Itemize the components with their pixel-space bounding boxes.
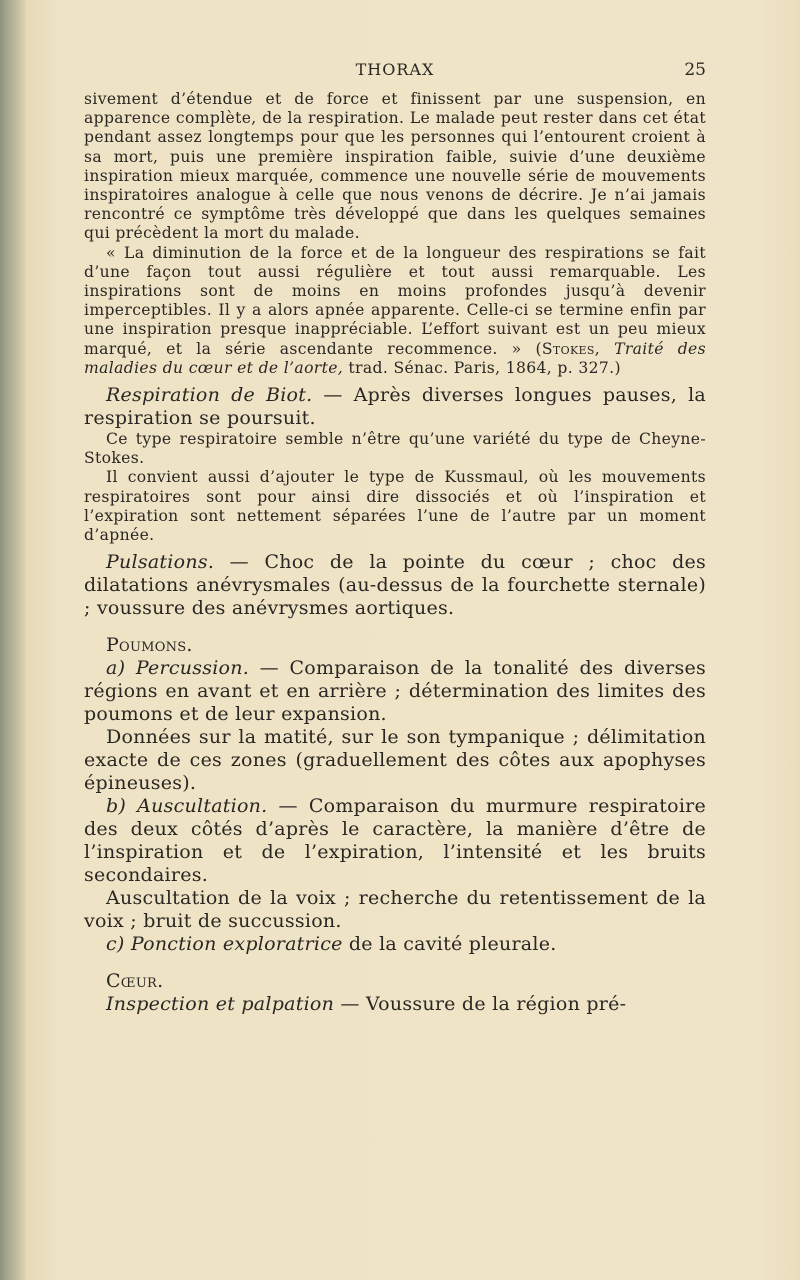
auscultation-label: b) xyxy=(106,795,127,818)
section-heading-coeur: Cœur. xyxy=(106,970,164,993)
pulsations-heading: Pulsations. xyxy=(106,551,215,574)
book-spine-shadow xyxy=(0,0,26,1280)
paragraph-percussion xyxy=(84,657,706,726)
paragraph-auscultation xyxy=(84,795,706,887)
quote-text: « La diminution de la force et de la longueur des respirations se fait d’une façon tout aussi régulière et tout aussi remarquable. Les inspirations sont de moins en moins profondes jusqu’à devenir imperceptibles. Il y a alors apnée apparente. Celle-ci se termine enfin par une inspiration presque inappréciable. L’effort suivant est un peu mieux marqué, et la série ascendante recommence. » ( xyxy=(84,243,706,358)
ponction-heading: Ponction exploratrice xyxy=(130,933,343,956)
citation-title: Traité des maladies du cœur et de l’aorte, xyxy=(84,339,706,377)
ponction-label: c) xyxy=(106,933,125,956)
page-header xyxy=(84,60,706,88)
inspection-text: — Voussure de la région pré- xyxy=(334,993,627,1016)
percussion-heading: Percussion. xyxy=(135,657,250,680)
pulsations-text: — Choc de la pointe du cœur ; choc des dilatations anévrysmales (au-dessus de la fourchette sternale) ; voussure des anévrysmes aortiques. xyxy=(84,551,706,620)
auscultation-text: — Comparaison du murmure respiratoire des deux côtés d’après le caractère, la manière d’être de l’inspiration et de l’expiration, l’intensité et les bruits secondaires. xyxy=(84,795,706,887)
paragraph-voix: Auscultation de la voix ; recherche du retentissement de la voix ; bruit de succussion. xyxy=(84,887,706,933)
paragraph-pulsations xyxy=(84,551,706,620)
auscultation-heading: Auscultation. xyxy=(137,795,268,818)
percussion-label: a) xyxy=(106,657,126,680)
biot-text: — Après diverses longues pauses, la respiration se poursuit. xyxy=(84,384,706,430)
biot-heading: Respiration de Biot. xyxy=(106,384,313,407)
citation-details: trad. Sénac. Paris, 1864, p. 327.) xyxy=(343,358,621,377)
paragraph-cheyne-stokes: Ce type respiratoire semble n’être qu’une variété du type de Cheyne-Stokes. xyxy=(84,430,706,468)
inspection-heading: Inspection et palpation xyxy=(106,993,335,1016)
paragraph-kussmaul: Il convient aussi d’ajouter le type de Kussmaul, où les mouvements respiratoires sont pour ainsi dire dissociés et où l’inspiration et l’expiration sont nettement séparées l’une de l’autre par un moment d’apnée. xyxy=(84,468,706,545)
citation-author: Stokes, xyxy=(541,339,601,358)
paragraph-biot xyxy=(84,384,706,430)
ponction-text: de la cavité pleurale. xyxy=(342,933,557,956)
section-heading-poumons: Poumons. xyxy=(106,634,193,657)
paragraph-matite: Données sur la matité, sur le son tympanique ; délimitation exacte de ces zones (graduellement des côtes aux apophyses épineuses). xyxy=(84,726,706,795)
running-title: THORAX xyxy=(355,60,435,79)
paragraph-continuation: sivement d’étendue et de force et finissent par une suspension, en apparence complète, de la respiration. Le malade peut rester dans cet état pendant assez longtemps pour que les personnes qui l’entourent croient à sa mort, puis une première inspiration faible, suivie d’une deuxième inspiration mieux marquée, commence une nouvelle série de mouvements inspiratoires analogue à celle que nous venons de décrire. Je n’ai jamais rencontré ce symptôme très développé que dans les quelques semaines qui précèdent la mort du malade. xyxy=(84,90,706,243)
paragraph-stokes-quote xyxy=(84,244,706,378)
paragraph-ponction xyxy=(84,933,706,956)
percussion-text: — Comparaison de la tonalité des diverses régions en avant et en arrière ; détermination des limites des poumons et de leur expansion. xyxy=(84,657,706,726)
page-number: 25 xyxy=(684,60,706,80)
paragraph-inspection xyxy=(84,993,706,1016)
page-body xyxy=(84,90,706,1016)
